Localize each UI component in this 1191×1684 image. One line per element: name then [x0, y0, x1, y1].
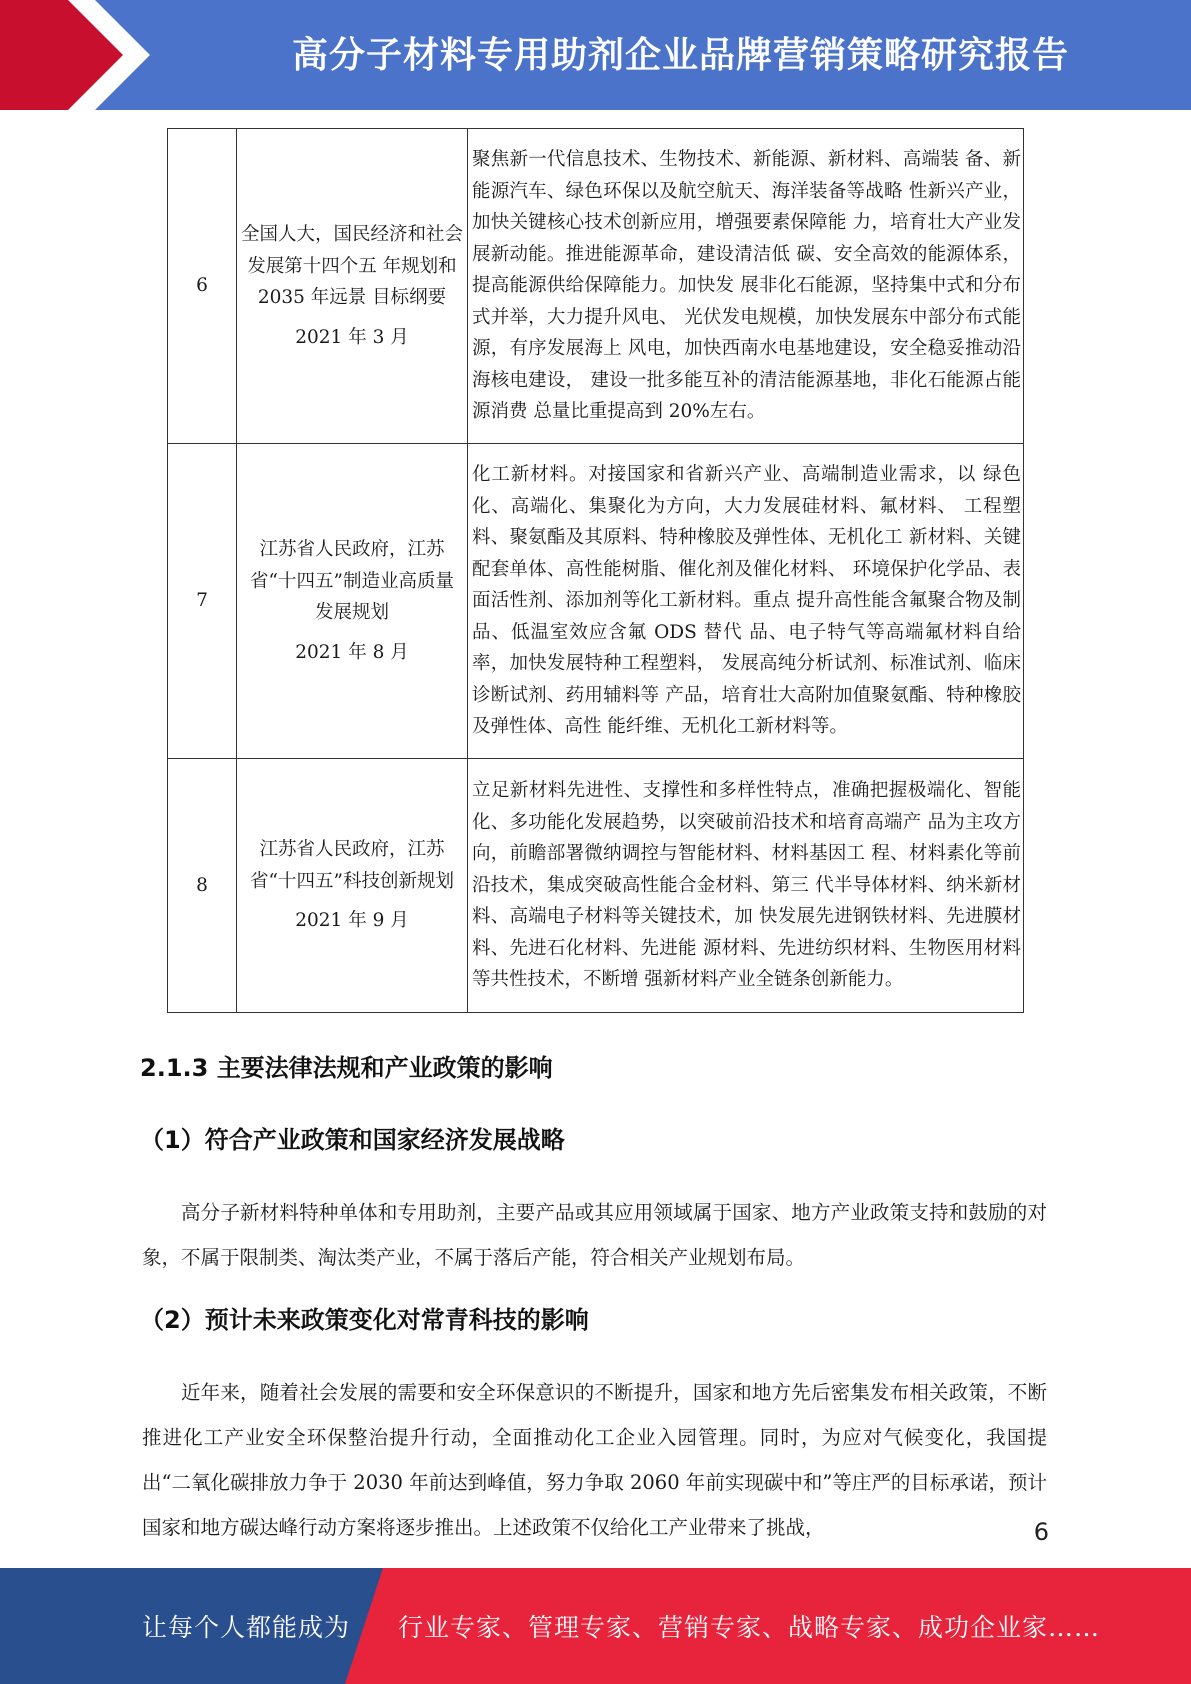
policy-content: 聚焦新一代信息技术、生物技术、新能源、新材料、高端装 备、新能源汽车、绿色环保以及航空航天、海洋装备等战略 性新兴产业，加快关键核心技术创新应用，增强要素保障能 力，培育壮大产业发展新动能。推进能源革命，建设清洁低 碳、安全高效的能源体系，提高能源供给保障能力。加快发 展非化石能源，坚持集中式和分布式并举，大力提升风电、 光伏发电规模，加快发展东中部分布式能源，有序发展海上 风电，加快西南水电基地建设，安全稳妥推动沿海核电建设， 建设一批多能互补的清洁能源基地，非化石能源占能源消费 总量比重提高到 20%左右。 [468, 129, 1024, 444]
table-row [168, 759, 1024, 1013]
row-number: 7 [168, 444, 237, 759]
row-number: 8 [168, 759, 237, 1013]
policy-table [167, 128, 1024, 1013]
subsection-heading-2: （2）预计未来政策变化对常青科技的影响 [140, 1306, 589, 1334]
policy-source [237, 444, 468, 759]
page-footer [0, 1568, 1191, 1684]
page-header [0, 0, 1191, 110]
section-heading: 2.1.3 主要法律法规和产业政策的影响 [140, 1054, 553, 1082]
policy-date: 2021 年 3 月 [295, 326, 409, 348]
row-number: 6 [168, 129, 237, 444]
paragraph-1: 高分子新材料特种单体和专用助剂，主要产品或其应用领域属于国家、地方产业政策支持和鼓励的对象，不属于限制类、淘汰类产业，不属于落后产能，符合相关产业规划布局。 [142, 1201, 1047, 1269]
policy-date: 2021 年 9 月 [295, 910, 409, 932]
footer-slogan-left: 让每个人都能成为 [142, 1613, 351, 1642]
policy-source-text: 江苏省人民政府，江苏省“十四五”制造业高质量发展规划 [250, 539, 454, 623]
policy-content: 化工新材料。对接国家和省新兴产业、高端制造业需求，以 绿色化、高端化、集聚化为方向，大力发展硅材料、氟材料、 工程塑料、聚氨酯及其原料、特种橡胶及弹性体、无机化工 新材料、关键配套单体、高性能树脂、催化剂及催化材料、 环境保护化学品、表面活性剂、添加剂等化工新材料。重点 提升高性能含氟聚合物及制品、低温室效应含氟 ODS 替代 品、电子特气等高端氟材料自给率，加快发展特种工程塑料， 发展高纯分析试剂、标准试剂、临床诊断试剂、药用辅料等 产品，培育壮大高附加值聚氨酯、特种橡胶及弹性体、高性 能纤维、无机化工新材料等。 [468, 444, 1024, 759]
table-row [168, 129, 1024, 444]
subsection-heading-1: （1）符合产业政策和国家经济发展战略 [140, 1126, 565, 1154]
policy-source [237, 759, 468, 1013]
policy-content: 立足新材料先进性、支撑性和多样性特点，准确把握极端化、智能化、多功能化发展趋势，以突破前沿技术和培育高端产 品为主攻方向，前瞻部署微纳调控与智能材料、材料基因工 程、材料素化等前沿技术，集成突破高性能合金材料、第三 代半导体材料、纳米新材料、高端电子材料等关键技术，加 快发展先进钢铁材料、先进膜材料、先进石化材料、先进能 源材料、先进纺织材料、生物医用材料等共性技术，不断增 强新材料产业全链条创新能力。 [468, 759, 1024, 1013]
policy-source [237, 129, 468, 444]
footer-slogan-right: 行业专家、管理专家、营销专家、战略专家、成功企业家…… [398, 1613, 1101, 1642]
page-number: 6 [1033, 1518, 1049, 1546]
table-row [168, 444, 1024, 759]
policy-source-text: 江苏省人民政府，江苏省“十四五”科技创新规划 [250, 839, 454, 892]
report-title: 高分子材料专用助剂企业品牌营销策略研究报告 [291, 35, 1069, 76]
paragraph-2: 近年来，随着社会发展的需要和安全环保意识的不断提升，国家和地方先后密集发布相关政策，不断推进化工产业安全环保整治提升行动，全面推动化工企业入园管理。同时，为应对气候变化，我国提出“二氧化碳排放力争于 2030 年前达到峰值，努力争取 2060 年前实现碳中和”等庄严的目标承诺，预计国家和地方碳达峰行动方案将逐步推出。上述政策不仅给化工产业带来了挑战， [142, 1381, 1047, 1539]
header-chevron-decoration [0, 0, 170, 110]
policy-date: 2021 年 8 月 [295, 641, 409, 663]
policy-source-text: 全国人大，国民经济和社会发展第十四个五 年规划和 2035 年远景 目标纲要 [241, 224, 464, 308]
